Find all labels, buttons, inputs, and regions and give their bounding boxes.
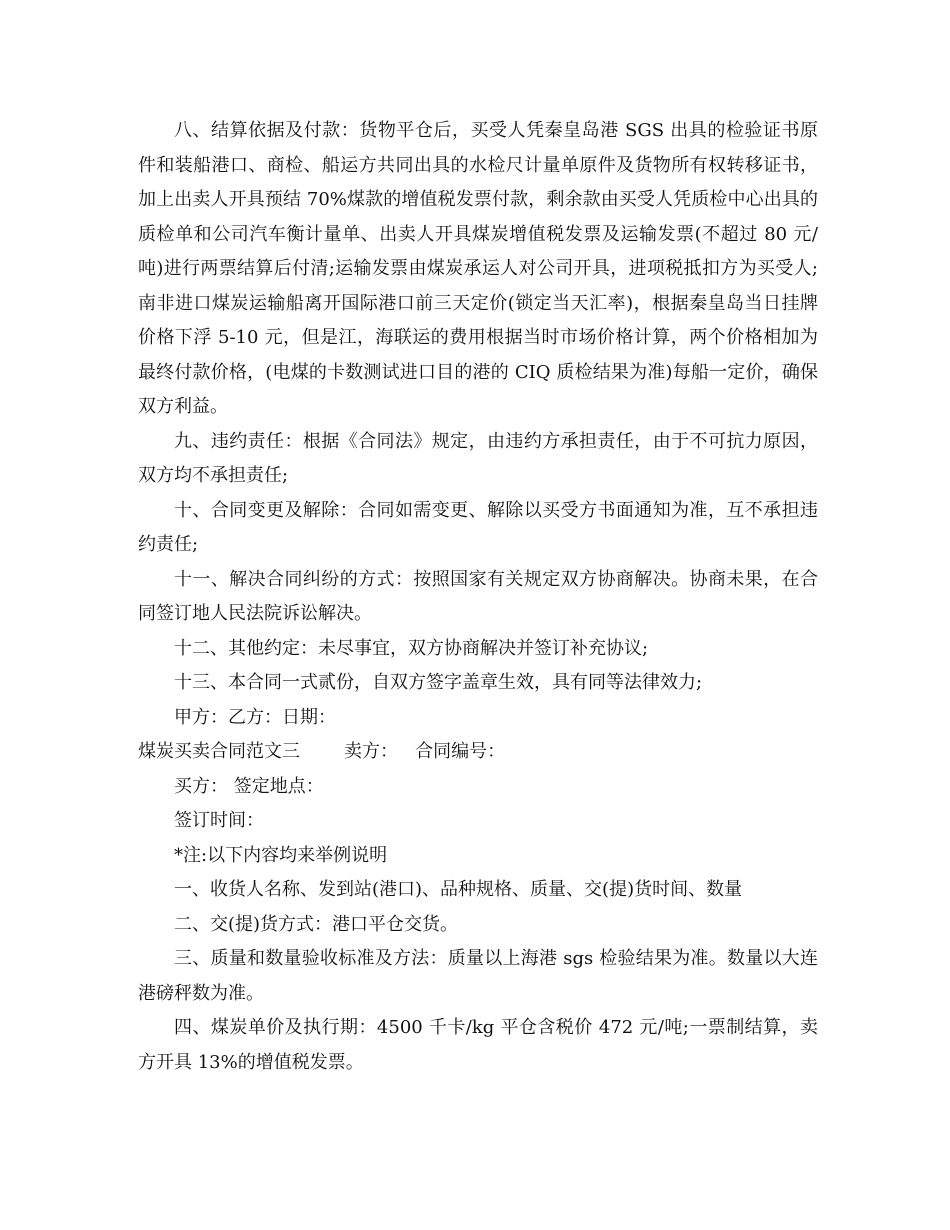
clause-11-disputes: 十一、解决合同纠纷的方式：按照国家有关规定双方协商解决。协商未果，在合同签订地人民法院诉讼解决。 — [138, 568, 818, 624]
sample-title: 煤炭买卖合同范文三 — [138, 741, 300, 762]
buyer-location-line: 买方： 签定地点： — [174, 775, 324, 797]
sample-heading-line — [138, 735, 818, 770]
item-4-price: 四、煤炭单价及执行期：4500 千卡/kg 平仓含税价 472 元/吨;一票制结算，卖方开具 13%的增值税发票。 — [138, 1017, 818, 1073]
clause-13-copies: 十三、本合同一式贰份，自双方签字盖章生效，具有同等法律效力; — [174, 672, 703, 693]
item-2-delivery: 二、交(提)货方式：港口平仓交货。 — [174, 913, 459, 935]
contract-text — [138, 114, 818, 1080]
clause-9-liability: 九、违约责任：根据《合同法》规定，由违约方承担责任，由于不可抗力原因，双方均不承担责任; — [138, 430, 818, 486]
clause-12-other: 十二、其他约定：未尽事宜，双方协商解决并签订补充协议; — [174, 637, 649, 659]
item-3-inspection: 三、质量和数量验收标准及方法：质量以上海港 sgs 检验结果为准。数量以大连港磅秤数为准。 — [138, 948, 818, 1004]
signing-time-line: 签订时间： — [174, 810, 264, 831]
clause-8-settlement: 八、结算依据及付款：货物平仓后，买受人凭秦皇岛港 SGS 出具的检验证书原件和装船港口、商检、船运方共同出具的水检尺计量单原件及货物所有权转移证书，加上出卖人开具预结 70%煤款的增值税发票付款，剩余款由买受人凭质检中心出具的质检单和公司汽车衡计量单、出卖人开具煤炭增值税发票及运输发票(不超过 80 元/吨)进行两票结算后付清;运输发票由煤炭承运人对公司开具，进项税抵扣方为买受人;南非进口煤炭运输船离开国际港口前三天定价(锁定当天汇率)，根据秦皇岛当日挂牌价格下浮 5-10 元，但是江，海联运的费用根据当时市场价格计算，两个价格相加为最终付款价格，(电煤的卡数测试进口目的港的 CIQ 质检结果为准)每船一定价，确保双方利益。 — [138, 120, 818, 417]
signature-line: 甲方：乙方：日期： — [174, 706, 336, 728]
note-line: *注:以下内容均来举例说明 — [174, 844, 388, 866]
contract-no-label: 合同编号： — [415, 741, 506, 762]
seller-label: 卖方： — [344, 741, 398, 762]
clause-10-amendment: 十、合同变更及解除：合同如需变更、解除以买受方书面通知为准，互不承担违约责任; — [138, 499, 818, 555]
item-1-consignee: 一、收货人名称、发到站(港口)、品种规格、质量、交(提)货时间、数量 — [174, 879, 743, 900]
